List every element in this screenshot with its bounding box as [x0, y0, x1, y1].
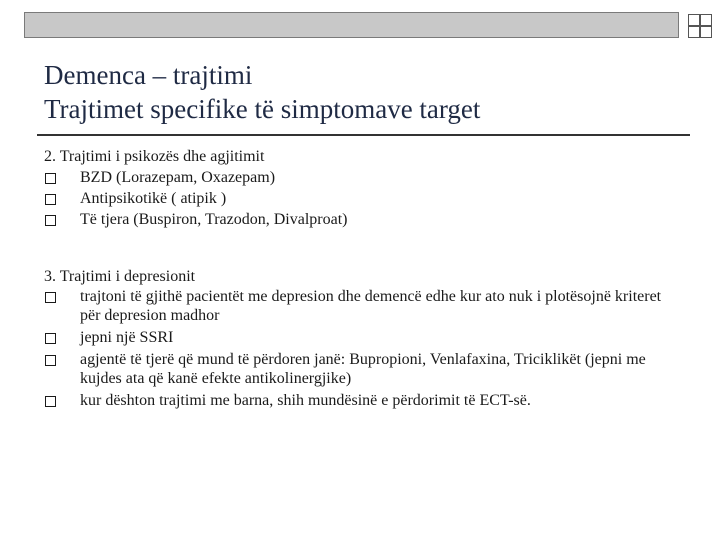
- square-bullet-icon: [45, 396, 56, 407]
- section-depression: [44, 266, 684, 410]
- list-item-text: trajtoni të gjithë pacientët me depresion dhe demencë edhe kur ato nuk i plotësojnë kriteret për depresion madhor: [80, 288, 662, 324]
- section-psychosis: [44, 146, 684, 230]
- square-bullet-icon: [45, 173, 56, 184]
- decor-square: [700, 14, 712, 26]
- decor-square: [688, 14, 700, 26]
- section-heading: 2. Trajtimi i psikozës dhe agjitimit: [44, 148, 265, 165]
- title-line-2: Trajtimet specifike të simptomave target: [44, 94, 481, 124]
- list-item: [44, 391, 684, 410]
- square-bullet-icon: [45, 215, 56, 226]
- list-item: [44, 167, 684, 188]
- list-item-text: kur dështon trajtimi me barna, shih mundësinë e përdorimit të ECT-së.: [80, 392, 531, 409]
- section-heading: 3. Trajtimi i depresionit: [44, 268, 196, 285]
- square-bullet-icon: [45, 355, 56, 366]
- square-bullet-icon: [45, 333, 56, 344]
- list-item: [44, 188, 684, 209]
- list-item-text: Antipsikotikë ( atipik ): [80, 190, 227, 207]
- list-item: [44, 287, 684, 325]
- title-divider: [37, 134, 690, 136]
- list-item-text: Të tjera (Buspiron, Trazodon, Divalproat): [80, 211, 348, 228]
- header-bar: [24, 12, 679, 38]
- square-bullet-icon: [45, 194, 56, 205]
- square-bullet-icon: [45, 292, 56, 303]
- decor-square: [688, 26, 700, 38]
- list-item-text: jepni një SSRI: [80, 329, 174, 346]
- title-line-1: Demenca – trajtimi: [44, 60, 253, 90]
- slide-title: [44, 58, 480, 126]
- list-item-text: agjentë të tjerë që mund të përdoren janë: Bupropioni, Venlafaxina, Triciklikët (jepni me kujdes ata që kanë efekte antikolinergjike): [80, 351, 646, 387]
- list-item: [44, 328, 684, 347]
- list-item-text: BZD (Lorazepam, Oxazepam): [80, 169, 276, 186]
- decor-square: [700, 26, 712, 38]
- list-item: [44, 350, 684, 388]
- list-item: [44, 209, 684, 230]
